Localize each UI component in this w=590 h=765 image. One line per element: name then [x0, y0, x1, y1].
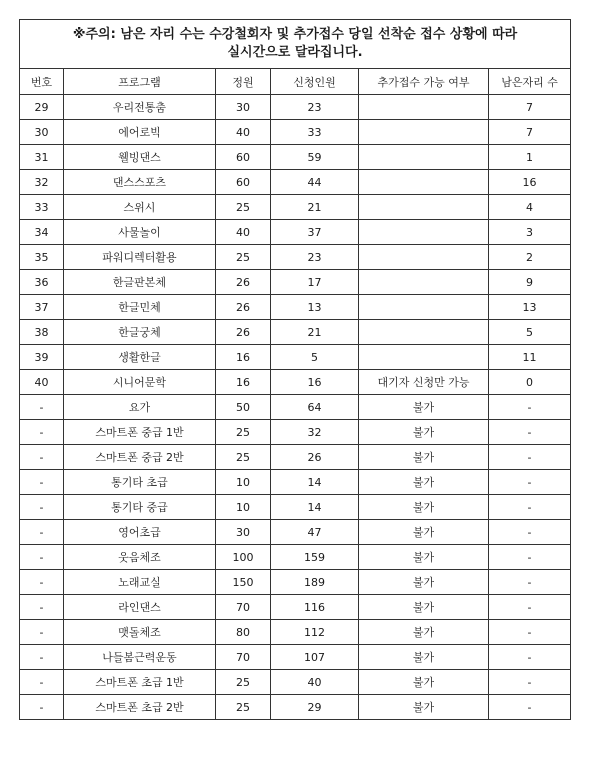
cell-applicants: 47 — [271, 520, 359, 545]
cell-remaining-seats: - — [489, 445, 571, 470]
cell-applicants: 13 — [271, 295, 359, 320]
cell-extra-registration: 불가 — [359, 420, 489, 445]
cell-number: - — [20, 445, 64, 470]
cell-remaining-seats: - — [489, 620, 571, 645]
cell-number: - — [20, 695, 64, 720]
cell-number: - — [20, 420, 64, 445]
table-row — [20, 520, 571, 545]
cell-program: 한글민체 — [64, 295, 216, 320]
table-row — [20, 170, 571, 195]
cell-applicants: 21 — [271, 195, 359, 220]
cell-applicants: 23 — [271, 245, 359, 270]
cell-capacity: 16 — [216, 370, 271, 395]
cell-extra-registration: 불가 — [359, 595, 489, 620]
table-row — [20, 570, 571, 595]
cell-number: 40 — [20, 370, 64, 395]
cell-applicants: 14 — [271, 495, 359, 520]
cell-applicants: 44 — [271, 170, 359, 195]
cell-number: - — [20, 595, 64, 620]
cell-extra-registration: 불가 — [359, 470, 489, 495]
cell-applicants: 23 — [271, 95, 359, 120]
table-row — [20, 270, 571, 295]
cell-program: 나들봄근력운동 — [64, 645, 216, 670]
table-row — [20, 470, 571, 495]
column-header-capacity: 정원 — [216, 69, 271, 95]
cell-applicants: 59 — [271, 145, 359, 170]
cell-capacity: 60 — [216, 145, 271, 170]
cell-number: 36 — [20, 270, 64, 295]
notice-row — [20, 20, 571, 69]
cell-number: - — [20, 470, 64, 495]
cell-number: 35 — [20, 245, 64, 270]
cell-applicants: 159 — [271, 545, 359, 570]
cell-program: 맷돌체조 — [64, 620, 216, 645]
cell-extra-registration — [359, 95, 489, 120]
cell-extra-registration: 불가 — [359, 545, 489, 570]
cell-remaining-seats: 0 — [489, 370, 571, 395]
cell-program: 에어로빅 — [64, 120, 216, 145]
cell-program: 영어초급 — [64, 520, 216, 545]
cell-number: 30 — [20, 120, 64, 145]
cell-extra-registration: 불가 — [359, 670, 489, 695]
cell-remaining-seats: 11 — [489, 345, 571, 370]
cell-capacity: 16 — [216, 345, 271, 370]
cell-number: 32 — [20, 170, 64, 195]
cell-number: 33 — [20, 195, 64, 220]
cell-applicants: 21 — [271, 320, 359, 345]
cell-capacity: 60 — [216, 170, 271, 195]
table-row — [20, 420, 571, 445]
cell-applicants: 26 — [271, 445, 359, 470]
cell-program: 시니어문학 — [64, 370, 216, 395]
cell-remaining-seats: - — [489, 470, 571, 495]
cell-program: 요가 — [64, 395, 216, 420]
cell-program: 스마트폰 초급 1반 — [64, 670, 216, 695]
cell-extra-registration — [359, 220, 489, 245]
cell-number: - — [20, 670, 64, 695]
column-header-remaining-seats: 남은자리 수 — [489, 69, 571, 95]
cell-applicants: 33 — [271, 120, 359, 145]
table-row — [20, 620, 571, 645]
cell-extra-registration: 불가 — [359, 445, 489, 470]
cell-remaining-seats: - — [489, 595, 571, 620]
cell-program: 사물놀이 — [64, 220, 216, 245]
table-row — [20, 670, 571, 695]
cell-number: 31 — [20, 145, 64, 170]
cell-extra-registration — [359, 295, 489, 320]
cell-remaining-seats: 2 — [489, 245, 571, 270]
table-row — [20, 295, 571, 320]
cell-number: 39 — [20, 345, 64, 370]
cell-applicants: 189 — [271, 570, 359, 595]
column-header-number: 번호 — [20, 69, 64, 95]
table-row — [20, 345, 571, 370]
cell-extra-registration: 불가 — [359, 620, 489, 645]
cell-extra-registration: 불가 — [359, 645, 489, 670]
table-row — [20, 495, 571, 520]
cell-number: - — [20, 395, 64, 420]
cell-capacity: 26 — [216, 320, 271, 345]
cell-number: - — [20, 545, 64, 570]
cell-capacity: 30 — [216, 95, 271, 120]
column-header-program: 프로그램 — [64, 69, 216, 95]
cell-remaining-seats: - — [489, 670, 571, 695]
cell-extra-registration — [359, 170, 489, 195]
cell-extra-registration — [359, 245, 489, 270]
cell-remaining-seats: 4 — [489, 195, 571, 220]
cell-number: 38 — [20, 320, 64, 345]
cell-program: 웃음체조 — [64, 545, 216, 570]
table-body — [20, 95, 571, 720]
table-row — [20, 545, 571, 570]
cell-applicants: 32 — [271, 420, 359, 445]
cell-capacity: 150 — [216, 570, 271, 595]
table-row — [20, 220, 571, 245]
cell-remaining-seats: - — [489, 695, 571, 720]
cell-capacity: 25 — [216, 695, 271, 720]
cell-extra-registration: 불가 — [359, 520, 489, 545]
cell-program: 웰빙댄스 — [64, 145, 216, 170]
cell-applicants: 37 — [271, 220, 359, 245]
cell-number: - — [20, 520, 64, 545]
cell-extra-registration: 대기자 신청만 가능 — [359, 370, 489, 395]
table-row — [20, 445, 571, 470]
column-header-extra-registration: 추가접수 가능 여부 — [359, 69, 489, 95]
cell-number: - — [20, 495, 64, 520]
cell-applicants: 40 — [271, 670, 359, 695]
cell-capacity: 26 — [216, 295, 271, 320]
cell-remaining-seats: 7 — [489, 120, 571, 145]
cell-remaining-seats: 16 — [489, 170, 571, 195]
cell-applicants: 107 — [271, 645, 359, 670]
notice-line-2: 실시간으로 달라집니다. — [227, 45, 363, 60]
cell-capacity: 25 — [216, 445, 271, 470]
cell-capacity: 80 — [216, 620, 271, 645]
cell-applicants: 116 — [271, 595, 359, 620]
table-row — [20, 395, 571, 420]
cell-program: 파워디렉터활용 — [64, 245, 216, 270]
cell-program: 라인댄스 — [64, 595, 216, 620]
cell-capacity: 100 — [216, 545, 271, 570]
cell-capacity: 40 — [216, 220, 271, 245]
cell-capacity: 70 — [216, 645, 271, 670]
cell-remaining-seats: 9 — [489, 270, 571, 295]
cell-program: 노래교실 — [64, 570, 216, 595]
cell-remaining-seats: - — [489, 545, 571, 570]
table-row — [20, 370, 571, 395]
table-row — [20, 95, 571, 120]
cell-capacity: 10 — [216, 470, 271, 495]
table-row — [20, 145, 571, 170]
cell-program: 생활한글 — [64, 345, 216, 370]
table-row — [20, 195, 571, 220]
cell-program: 통기타 중급 — [64, 495, 216, 520]
cell-extra-registration — [359, 195, 489, 220]
cell-applicants: 14 — [271, 470, 359, 495]
cell-remaining-seats: - — [489, 520, 571, 545]
cell-capacity: 30 — [216, 520, 271, 545]
cell-remaining-seats: 1 — [489, 145, 571, 170]
cell-remaining-seats: 7 — [489, 95, 571, 120]
cell-number: 34 — [20, 220, 64, 245]
column-header-row — [20, 69, 571, 95]
cell-extra-registration — [359, 270, 489, 295]
cell-capacity: 25 — [216, 195, 271, 220]
cell-remaining-seats: 5 — [489, 320, 571, 345]
cell-capacity: 70 — [216, 595, 271, 620]
table-row — [20, 120, 571, 145]
cell-capacity: 26 — [216, 270, 271, 295]
cell-remaining-seats: - — [489, 645, 571, 670]
program-enrollment-table — [19, 19, 571, 720]
cell-applicants: 112 — [271, 620, 359, 645]
table-row — [20, 695, 571, 720]
cell-program: 한글궁체 — [64, 320, 216, 345]
cell-program: 스마트폰 중급 2반 — [64, 445, 216, 470]
notice-text — [20, 20, 571, 69]
cell-capacity: 40 — [216, 120, 271, 145]
cell-remaining-seats: - — [489, 570, 571, 595]
cell-capacity: 25 — [216, 245, 271, 270]
cell-number: - — [20, 620, 64, 645]
cell-program: 한글판본체 — [64, 270, 216, 295]
cell-program: 통기타 초급 — [64, 470, 216, 495]
cell-capacity: 25 — [216, 670, 271, 695]
table-row — [20, 245, 571, 270]
cell-remaining-seats: - — [489, 495, 571, 520]
cell-capacity: 10 — [216, 495, 271, 520]
cell-extra-registration — [359, 120, 489, 145]
cell-remaining-seats: - — [489, 420, 571, 445]
cell-applicants: 5 — [271, 345, 359, 370]
cell-number: - — [20, 570, 64, 595]
cell-extra-registration — [359, 145, 489, 170]
cell-applicants: 16 — [271, 370, 359, 395]
cell-extra-registration — [359, 345, 489, 370]
cell-program: 스마트폰 초급 2반 — [64, 695, 216, 720]
cell-remaining-seats: 3 — [489, 220, 571, 245]
cell-applicants: 29 — [271, 695, 359, 720]
column-header-applicants: 신청인원 — [271, 69, 359, 95]
cell-program: 스마트폰 중급 1반 — [64, 420, 216, 445]
cell-number: 37 — [20, 295, 64, 320]
cell-program: 스위시 — [64, 195, 216, 220]
cell-extra-registration — [359, 320, 489, 345]
cell-capacity: 25 — [216, 420, 271, 445]
cell-number: 29 — [20, 95, 64, 120]
table-row — [20, 595, 571, 620]
cell-program: 우리전통춤 — [64, 95, 216, 120]
cell-extra-registration: 불가 — [359, 570, 489, 595]
cell-applicants: 17 — [271, 270, 359, 295]
cell-extra-registration: 불가 — [359, 495, 489, 520]
table-row — [20, 645, 571, 670]
cell-number: - — [20, 645, 64, 670]
cell-remaining-seats: 13 — [489, 295, 571, 320]
cell-capacity: 50 — [216, 395, 271, 420]
table-row — [20, 320, 571, 345]
notice-line-1: ※주의: 남은 자리 수는 수강철회자 및 추가접수 당일 선착순 접수 상황에 따라 — [72, 27, 518, 42]
cell-remaining-seats: - — [489, 395, 571, 420]
cell-program: 댄스스포츠 — [64, 170, 216, 195]
cell-extra-registration: 불가 — [359, 695, 489, 720]
cell-applicants: 64 — [271, 395, 359, 420]
cell-extra-registration: 불가 — [359, 395, 489, 420]
